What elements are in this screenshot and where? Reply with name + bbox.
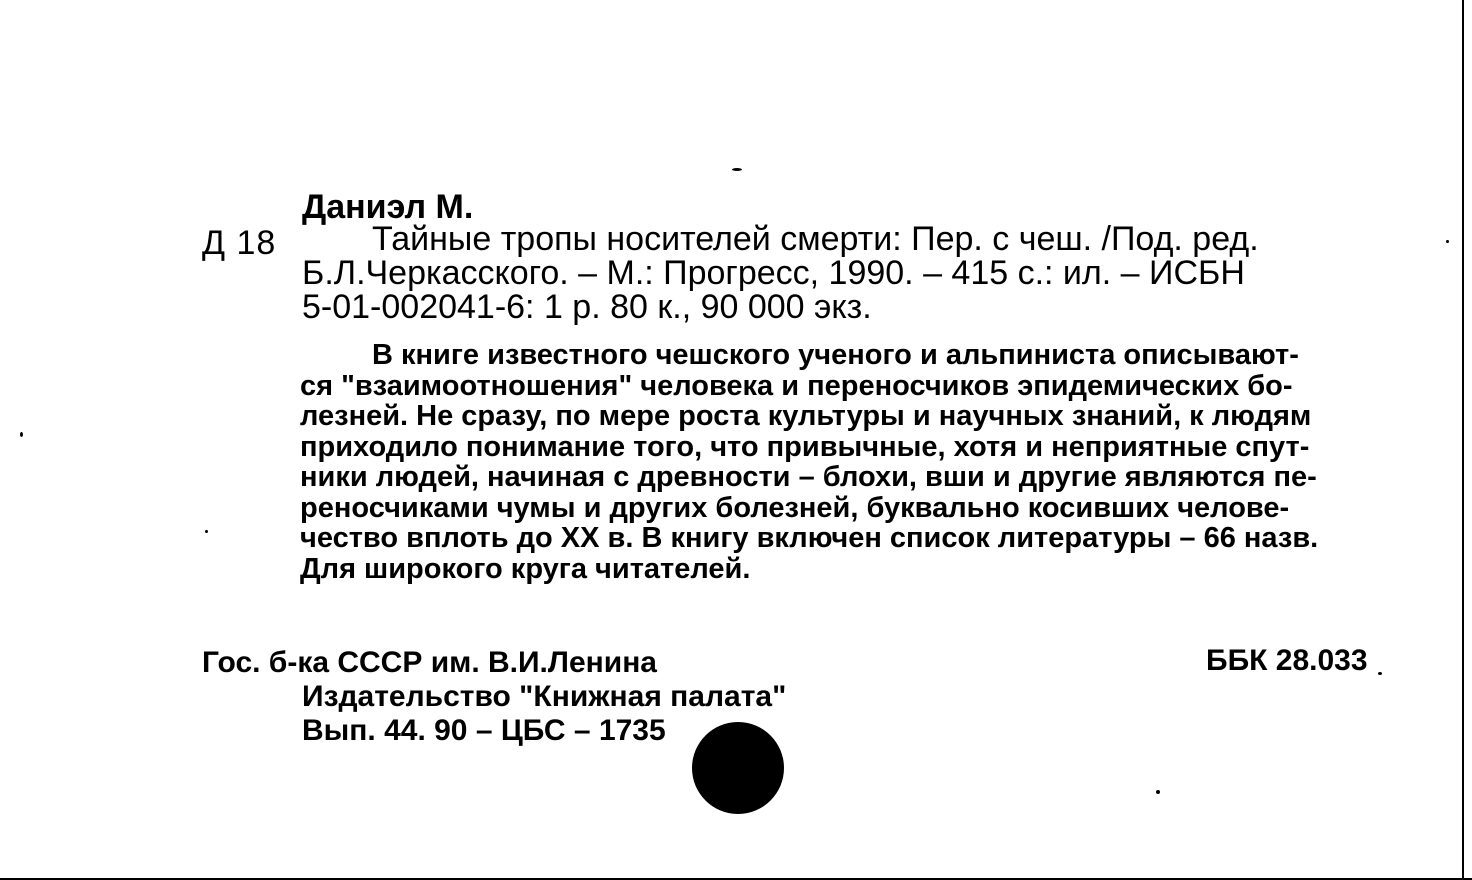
library-name: Гос. б-ка СССР им. В.И.Ленина xyxy=(202,646,657,679)
annotation-line: В книге известного чешского ученого и альпиниста описывают- xyxy=(372,339,1299,371)
scan-speck xyxy=(732,168,742,171)
imprint-footer xyxy=(202,646,786,748)
author-name: Даниэл М. xyxy=(302,188,474,226)
scan-speck xyxy=(1156,790,1160,794)
bbk-code: ББК 28.033 xyxy=(1206,644,1368,677)
annotation-line: приходило понимание того, что привычные, хотя и неприятные спут- xyxy=(300,430,1310,463)
card-right-border xyxy=(1462,0,1472,880)
annotation-line: лезней. Не сразу, по мере роста культуры и научных знаний, к людям xyxy=(300,400,1312,432)
title-line: Тайные тропы носителей смерти: Пер. с чеш. /Под. ред. xyxy=(372,220,1259,258)
index-code: Д 18 xyxy=(202,224,277,262)
scan-speck xyxy=(1446,240,1449,243)
scan-speck xyxy=(205,530,208,533)
scan-speck xyxy=(1378,672,1382,675)
annotation-line: чество вплоть до XX в. В книгу включен список литературы – 66 назв. xyxy=(300,522,1319,554)
title-line: Б.Л.Черкасского. – М.: Прогресс, 1990. – 415 с.: ил. – ИСБН xyxy=(302,254,1245,292)
publisher-name: Издательство "Книжная палата" xyxy=(302,680,787,713)
annotation-line: реносчиками чумы и других болезней, буквально косивших челове- xyxy=(300,491,1290,524)
bibliographic-description xyxy=(302,222,1382,324)
punch-hole xyxy=(692,722,784,814)
annotation-line: ники людей, начиная с древности – блохи, вши и другие являются пе- xyxy=(300,461,1317,493)
annotation-line: ся "взаимоотношения" человека и переносчиков эпидемических бо- xyxy=(300,369,1293,402)
scan-speck xyxy=(20,432,23,437)
title-line: 5-01-002041-6: 1 р. 80 к., 90 000 экз. xyxy=(302,288,872,326)
annotation xyxy=(300,340,1380,584)
annotation-line: Для широкого круга читателей. xyxy=(300,552,751,585)
issue-number: Вып. 44. 90 – ЦБС – 1735 xyxy=(302,714,666,747)
